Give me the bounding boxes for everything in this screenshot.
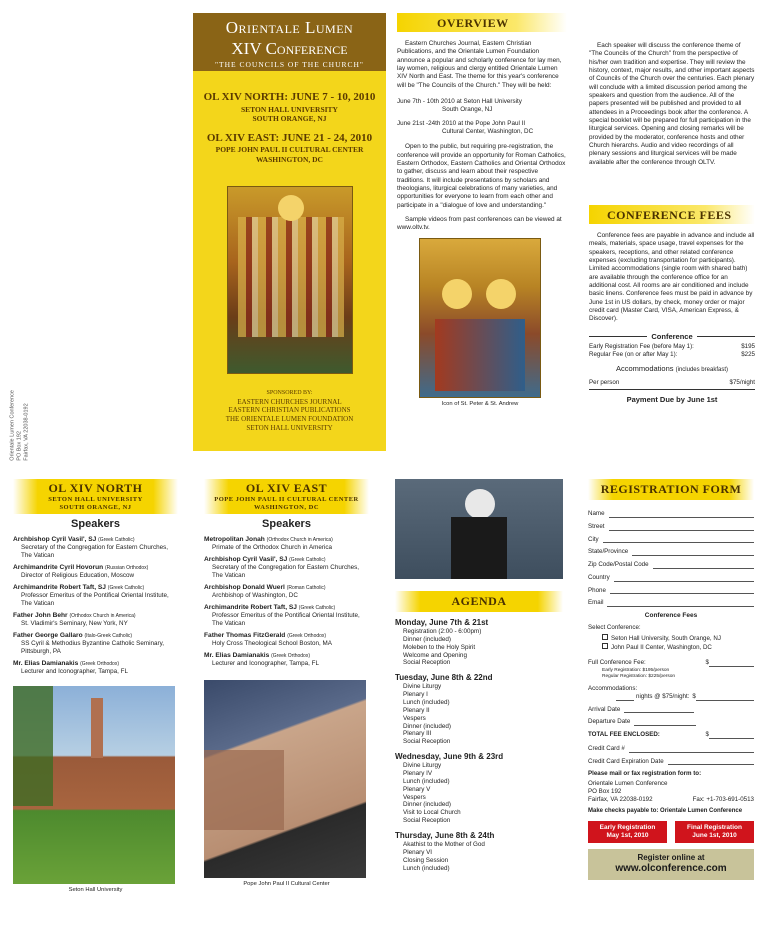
agenda-item: Plenary IV bbox=[403, 770, 433, 778]
sponsor: EASTERN CHURCHES JOURNAL bbox=[237, 397, 342, 406]
speaker-role: Archbishop of Washington, DC bbox=[212, 592, 298, 600]
speaker-name bbox=[13, 612, 178, 620]
arrival-input[interactable] bbox=[624, 706, 694, 713]
select-label: Select Conference: bbox=[588, 624, 641, 632]
east-speakers-title: Speakers bbox=[262, 518, 311, 531]
north-speaker-list bbox=[13, 536, 178, 676]
agenda-item: Social Reception bbox=[403, 659, 451, 667]
early-registration-badge bbox=[588, 821, 667, 843]
form-field-label: Email bbox=[588, 599, 604, 607]
form-field-input[interactable] bbox=[614, 575, 754, 582]
north-date: OL XIV NORTH: JUNE 7 - 10, 2010 bbox=[203, 91, 376, 103]
east-city: WASHINGTON, DC bbox=[253, 504, 320, 512]
north-city: SOUTH ORANGE, NJ bbox=[59, 504, 132, 512]
acc-title: Accommodations bbox=[616, 364, 674, 374]
speaker-role: Lecturer and Iconographer, Tampa, FL bbox=[212, 660, 319, 668]
speaker-name bbox=[13, 564, 178, 572]
fees-text: Conference fees are payable in advance and include all meals, materials, space usage, travel expenses for the speakers, receptions, and other related conference expenses (excluding transportation for participants). Limited accommodations (single room with shared bath) are available through the conference office for an additional cost. All rooms are air conditioned and include basic linens. Conference fees must be paid in advance by June 1st in US dollars, by check, money order or major credit card (Master Card, VISA, American Express, & Discover). bbox=[589, 231, 755, 323]
cc-input[interactable] bbox=[629, 746, 754, 753]
speaker-name-text: Archimandrite Cyril Hovorun bbox=[13, 563, 104, 571]
full-fee-input[interactable] bbox=[709, 660, 754, 667]
north-heading: OL XIV NORTH bbox=[48, 481, 143, 495]
form-field-row bbox=[588, 574, 754, 582]
mailing-line: Fairfax, VA 22038-0192 bbox=[23, 403, 30, 461]
speaker-tradition: (Orthodox Church in America) bbox=[266, 537, 333, 543]
speaker-name bbox=[13, 660, 178, 668]
speaker-role: Primate of the Orthodox Church in America bbox=[212, 544, 333, 552]
cover-panel bbox=[193, 13, 386, 451]
mail-line: PO Box 192 bbox=[588, 787, 622, 795]
agenda-item: Welcome and Opening bbox=[403, 651, 467, 659]
agenda-day: Thursday, June 8th & 24th bbox=[395, 831, 495, 841]
fees-heading: CONFERENCE FEES bbox=[589, 205, 755, 224]
speaker-role: SS Cyril & Methodius Byzantine Catholic Seminary, Pittsburgh, PA bbox=[21, 640, 165, 656]
per-person-value: $75/night bbox=[729, 378, 755, 386]
agenda-item: Social Reception bbox=[403, 738, 451, 746]
council-icon-image bbox=[227, 186, 353, 374]
icon-caption: Icon of St. Peter & St. Andrew bbox=[441, 401, 519, 408]
agenda-item: Visit to Local Church bbox=[403, 809, 461, 817]
departure-input[interactable] bbox=[634, 719, 696, 726]
form-field-row bbox=[588, 548, 754, 556]
form-field-input[interactable] bbox=[609, 524, 754, 531]
speaker-name-text: Archbishop Cyril Vasil', SJ bbox=[13, 536, 97, 543]
register-online-box[interactable] bbox=[588, 849, 754, 880]
agenda-item: Plenary II bbox=[403, 706, 430, 714]
register-online-label: Register online at bbox=[637, 853, 705, 863]
speaker-role: Holy Cross Theological School Boston, MA bbox=[212, 640, 332, 648]
speaker-tradition: (Greek Orthodox) bbox=[287, 633, 327, 640]
speaker-name-text: Archimandrite Robert Taft, SJ bbox=[13, 584, 106, 592]
overview-videos: Sample videos from past conferences can be viewed at www.oltv.tv. bbox=[397, 216, 562, 232]
seton-hall-photo bbox=[13, 686, 175, 884]
east-heading: OL XIV EAST bbox=[245, 481, 328, 495]
speaker-tradition: (Greek Catholic) bbox=[298, 605, 336, 612]
acc-label: Accommodations: bbox=[588, 685, 638, 693]
mailing-line: PO Box 192 bbox=[16, 431, 23, 461]
form-field-label: Zip Code/Postal Code bbox=[588, 561, 649, 568]
form-field-input[interactable] bbox=[609, 511, 754, 518]
speaker-role: Professor Emeritus of the Pontifical Oriental Institute, The Vatican bbox=[21, 592, 169, 608]
agenda-panel bbox=[395, 479, 563, 872]
total-input[interactable] bbox=[709, 732, 754, 739]
final-registration-badge bbox=[675, 821, 754, 843]
form-field-label: Street bbox=[588, 522, 605, 530]
date-east-city: Cultural Center, Washington, DC bbox=[442, 127, 534, 135]
agenda-item: Social Reception bbox=[403, 817, 451, 825]
nights-label: nights @ $75/night: bbox=[636, 692, 690, 700]
mailing-line: Orientale Lumen Conference bbox=[9, 390, 16, 461]
agenda-day: Monday, June 7th & 21st bbox=[395, 618, 489, 627]
form-fees-title: Conference Fees bbox=[644, 612, 698, 619]
agenda-item: Moleben to the Holy Spirit bbox=[403, 643, 476, 651]
speaker-tradition: (Greek Orthodox) bbox=[271, 653, 310, 660]
agenda-item: Registration (2:00 - 6:00pm) bbox=[403, 628, 482, 635]
cover-title-box bbox=[193, 13, 386, 71]
option-jp2: John Paul II Center, Washington, DC bbox=[611, 643, 712, 651]
checkbox-seton-hall[interactable] bbox=[602, 634, 608, 640]
overview-panel bbox=[397, 13, 567, 408]
cover-tagline: "THE COUNCILS OF THE CHURCH" bbox=[215, 59, 364, 69]
speaker-name-text: Father John Behr bbox=[13, 612, 68, 619]
per-person-label: Per person bbox=[589, 378, 620, 386]
mail-title: Please mail or fax registration form to: bbox=[588, 770, 702, 778]
form-heading: REGISTRATION FORM bbox=[588, 479, 754, 500]
agenda-item: Divine Liturgy bbox=[403, 683, 442, 691]
speaker-tradition: (Russian Orthodox) bbox=[104, 564, 149, 571]
east-place: POPE JOHN PAUL II CULTURAL CENTER bbox=[215, 145, 364, 155]
early-note: Early Registration: $195/person bbox=[602, 668, 670, 674]
form-field-label: State/Province bbox=[588, 548, 629, 556]
agenda-item: Vespers bbox=[403, 714, 426, 722]
agenda-item: Divine Liturgy bbox=[403, 762, 442, 770]
acc-sub: (includes breakfast) bbox=[675, 367, 728, 374]
form-field-row bbox=[588, 536, 754, 544]
agenda-item: Dinner (included) bbox=[403, 635, 451, 643]
fees-box-title: Conference bbox=[651, 331, 693, 341]
north-city: SOUTH ORANGE, NJ bbox=[252, 114, 327, 124]
final-badge-line1: Final Registration bbox=[687, 823, 742, 831]
speaker-name bbox=[204, 652, 369, 660]
agenda-item: Plenary III bbox=[403, 730, 432, 738]
regular-fee-value: $225 bbox=[741, 350, 755, 358]
dollar-sign: $ bbox=[692, 692, 696, 700]
early-badge-line1: Early Registration bbox=[599, 823, 656, 831]
east-panel bbox=[204, 479, 369, 889]
form-field-row bbox=[588, 523, 754, 531]
form-field-input[interactable] bbox=[607, 600, 754, 607]
metropolitan-photo bbox=[395, 479, 563, 579]
date-east: June 21st -24th 2010 at the Pope John Paul II bbox=[397, 119, 526, 127]
agenda-item: Closing Session bbox=[403, 856, 449, 864]
speaker-tradition: (Greek Catholic) bbox=[98, 537, 135, 543]
checkbox-jp2[interactable] bbox=[602, 643, 608, 649]
arrival-label: Arrival Date bbox=[588, 705, 621, 713]
north-speakers-title: Speakers bbox=[71, 518, 120, 531]
agenda-day: Tuesday, June 8th & 22nd bbox=[395, 673, 493, 683]
speaker-role: St. Vladimir's Seminary, New York, NY bbox=[21, 620, 128, 628]
date-north: June 7th - 10th 2010 at Seton Hall University bbox=[397, 97, 522, 105]
agenda-item: Plenary VI bbox=[403, 848, 433, 856]
speaker-name-text: Metropolitan Jonah bbox=[204, 536, 265, 543]
agenda-item: Lunch (included) bbox=[403, 699, 450, 707]
option-seton-hall: Seton Hall University, South Orange, NJ bbox=[611, 634, 721, 642]
speaker-name-text: Father George Gallaro bbox=[13, 632, 83, 640]
sponsored-label: SPONSORED BY: bbox=[266, 390, 313, 396]
speaker-tradition: (Greek Catholic) bbox=[289, 557, 326, 564]
speaker-name-text: Mr. Elias Damianakis bbox=[204, 652, 270, 660]
speaker-role: Director of Religious Education, Moscow bbox=[21, 572, 135, 580]
speaker-name bbox=[204, 604, 369, 612]
cover-title-2: XIV Conference bbox=[231, 39, 348, 59]
seton-hall-caption: Seton Hall University bbox=[68, 887, 123, 894]
date-north-city: South Orange, NJ bbox=[442, 105, 493, 113]
dollar-sign: $ bbox=[705, 659, 709, 667]
speaker-name-text: Archimandrite Robert Taft, SJ bbox=[204, 604, 297, 612]
final-badge-line2: June 1st, 2010 bbox=[692, 831, 737, 839]
north-heading-box bbox=[13, 479, 178, 514]
dollar-sign: $ bbox=[705, 731, 709, 739]
early-fee-value: $195 bbox=[741, 342, 755, 350]
speaker-tradition: (Greek Orthodox) bbox=[80, 661, 119, 668]
speaker-name bbox=[204, 536, 369, 544]
speaker-tradition: (Orthodox Church in America) bbox=[69, 613, 136, 619]
form-field-row bbox=[588, 561, 754, 569]
speaker-name-text: Father Thomas FitzGerald bbox=[204, 632, 286, 640]
mail-line: Fairfax, VA 22038-0192 bbox=[588, 795, 653, 803]
east-place: POPE JOHN PAUL II CULTURAL CENTER bbox=[214, 496, 359, 503]
cover-title: Orientale Lumen bbox=[225, 18, 354, 37]
agenda-item: Lunch (included) bbox=[403, 864, 450, 872]
checks-payable: Make checks payable to: Orientale Lumen Conference bbox=[588, 808, 743, 815]
form-field-label: Country bbox=[588, 573, 610, 581]
form-field-input[interactable] bbox=[610, 587, 754, 594]
north-place: SETON HALL UNIVERSITY bbox=[241, 104, 338, 114]
east-speaker-list bbox=[204, 536, 369, 668]
speaker-tradition: (Greek Catholic) bbox=[107, 585, 145, 592]
form-field-input[interactable] bbox=[603, 536, 754, 543]
full-fee-label: Full Conference Fee: bbox=[588, 659, 646, 667]
jp2-center-photo bbox=[204, 680, 366, 878]
form-field-row bbox=[588, 599, 754, 607]
speaker-role: Lecturer and Iconographer, Tampa, FL bbox=[21, 668, 128, 676]
regular-note: Regular Registration: $225/person bbox=[602, 674, 676, 680]
form-field-input[interactable] bbox=[653, 562, 754, 569]
overview-body: Open to the public, but requiring pre-registration, the conference will provide an opportunity for Roman Catholics, Eastern Orthodox, Eastern Catholics and Oriental Orthodox to gather, discuss and learn about their respective traditions. It will include presentations by scholars and theologians, liturgical celebrations of many varieties, and opportunities for everyone to learn from each other and participate in a "dialogue of love and understanding." bbox=[397, 143, 566, 209]
early-fee-label: Early Registration Fee (before May 1): bbox=[589, 342, 694, 350]
registration-form bbox=[588, 479, 754, 880]
departure-label: Departure Date bbox=[588, 718, 631, 726]
east-city: WASHINGTON, DC bbox=[256, 154, 323, 164]
early-badge-line2: May 1st, 2010 bbox=[606, 831, 649, 839]
speaker-tradition: (Roman Catholic) bbox=[286, 585, 326, 592]
speaker-role: Secretary of the Congregation for Eastern Churches, The Vatican bbox=[21, 544, 169, 560]
form-field-row bbox=[588, 587, 754, 595]
speaker-tradition: (Italo-Greek Catholic) bbox=[84, 633, 132, 640]
north-place: SETON HALL UNIVERSITY bbox=[48, 496, 143, 503]
agenda-item: Plenary I bbox=[403, 691, 428, 699]
regular-fee-label: Regular Fee (on or after May 1): bbox=[589, 350, 678, 358]
saints-icon-image bbox=[419, 238, 541, 398]
east-heading-box bbox=[204, 479, 369, 514]
fax-number: Fax: +1-703-691-0513 bbox=[692, 795, 754, 803]
ccexp-label: Credit Card Expiration Date bbox=[588, 757, 664, 765]
form-field-label: Phone bbox=[588, 586, 606, 594]
agenda-item: Dinner (included) bbox=[403, 722, 451, 730]
form-field-input[interactable] bbox=[632, 549, 754, 556]
register-online-url[interactable]: www.olconference.com bbox=[615, 863, 727, 875]
nights-input[interactable] bbox=[616, 694, 634, 701]
agenda-item: Dinner (included) bbox=[403, 801, 451, 809]
mailing-address bbox=[9, 341, 30, 461]
form-field-label: City bbox=[588, 535, 599, 543]
speaker-name bbox=[204, 632, 369, 640]
agenda-item: Akathist to the Mother of God bbox=[403, 841, 485, 849]
sponsor: EASTERN CHRISTIAN PUBLICATIONS bbox=[228, 406, 351, 415]
speaker-name bbox=[204, 584, 369, 592]
speaker-intro: Each speaker will discuss the conference theme of "The Councils of the Church" from the perspective of his/her own tradition and expertise. They will review the history, context, major results, and other important aspects of Councils of the Church over the centuries. Each plenary will conclude with a limited discussion period among the speakers and question from the audience. All of the papers presented will be published and provided to all attendees in a Proceedings book after the conference. A special booklet will be prepared for full participation in the liturgical services. Opening and closing remarks will be provided by the moderator, conference hosts and other Church hierarchs. Audio and video recordings of all plenary sessions and liturgical services will be made available after the conference through OLTV. bbox=[589, 42, 755, 166]
agenda-list bbox=[395, 618, 563, 872]
speaker-name bbox=[13, 632, 178, 640]
speaker-name-text: Mr. Elias Damianakis bbox=[13, 660, 79, 668]
agenda-heading: AGENDA bbox=[395, 591, 563, 612]
mail-line: Orientale Lumen Conference bbox=[588, 780, 668, 788]
form-field-label: Name bbox=[588, 510, 605, 517]
speaker-role: Professor Emeritus of the Pontifical Oriental Institute, The Vatican bbox=[212, 612, 360, 628]
speaker-name bbox=[13, 536, 178, 544]
fees-panel bbox=[589, 42, 755, 404]
total-label: TOTAL FEE ENCLOSED: bbox=[588, 731, 660, 739]
jp2-caption: Pope John Paul II Cultural Center bbox=[243, 881, 330, 888]
speaker-name bbox=[13, 584, 178, 592]
agenda-item: Plenary V bbox=[403, 785, 431, 793]
east-date: OL XIV EAST: JUNE 21 - 24, 2010 bbox=[206, 131, 373, 144]
north-panel bbox=[13, 479, 178, 894]
overview-heading: OVERVIEW bbox=[397, 13, 567, 32]
cc-label: Credit Card # bbox=[588, 744, 625, 752]
agenda-item: Vespers bbox=[403, 793, 426, 801]
agenda-item: Lunch (included) bbox=[403, 777, 450, 785]
ccexp-input[interactable] bbox=[668, 758, 754, 765]
sponsor: SETON HALL UNIVERSITY bbox=[246, 423, 333, 432]
form-field-row bbox=[588, 510, 754, 518]
overview-intro: Eastern Churches Journal, Eastern Christian Publications, and the Orientale Lumen Foundation announce a popular and scholarly conference for lay men, lay women, religious and clergy entitled Orientale Lumen XIV North and East. The theme for this year's conference will be "The Councils of the Church." They will be held: bbox=[397, 40, 562, 89]
sponsor: THE ORIENTALE LUMEN FOUNDATION bbox=[225, 415, 354, 423]
acc-amount-input[interactable] bbox=[696, 694, 754, 701]
speaker-name bbox=[204, 556, 369, 564]
payment-due: Payment Due by June 1st bbox=[626, 394, 718, 404]
speaker-role: Secretary of the Congregation for Eastern Churches, The Vatican bbox=[212, 564, 360, 580]
speaker-name-text: Archbishop Donald Wuerl bbox=[204, 584, 285, 592]
agenda-day: Wednesday, June 9th & 23rd bbox=[395, 752, 504, 762]
speaker-name-text: Archbishop Cyril Vasil', SJ bbox=[204, 556, 288, 564]
